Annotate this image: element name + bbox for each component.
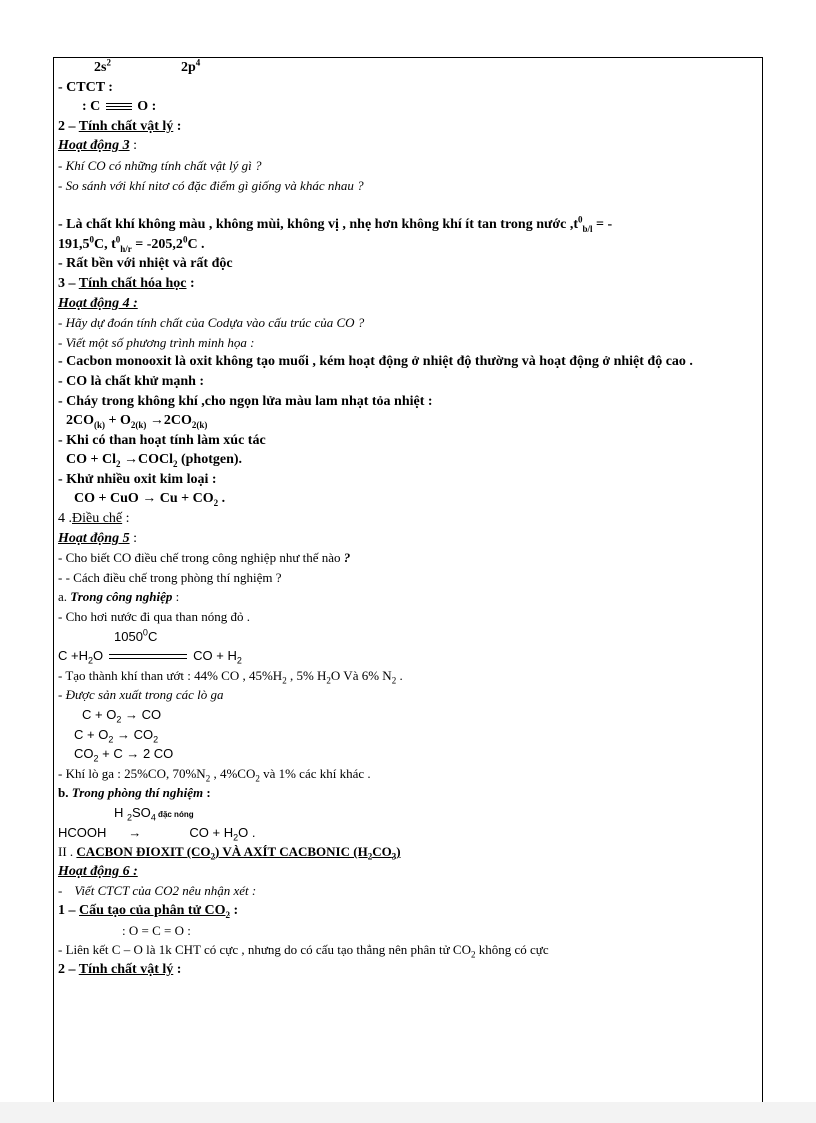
co2-polarity-note: - Liên kết C – O là 1k CHT có cực , nhưng do có cấu tạo thẳng nên phân tử $CO_2$ không có cực <box>58 942 549 960</box>
activity-4-question-1: - Hãy dự đoán tính chất của Codựa vào cấu trúc của CO ? <box>58 315 365 331</box>
page-bottom-band <box>0 1102 816 1123</box>
section-4-title: 4 .Điều chế : <box>58 511 130 527</box>
industrial-equation: $C +H_2O$ CO + $H_2$ <box>58 648 242 666</box>
chemical-property-5: - Khử nhiều oxit kim loại : <box>58 471 217 487</box>
laboratory-equation: HCOOH → CO + $H_2O$ . <box>58 824 256 843</box>
industrial-step-2: - Tạo thành khí than ướt : 44% CO , $45\%H_2$ , 5% $H_2O$ Và 6% $N_2$ . <box>58 667 403 686</box>
equilibrium-arrow <box>109 653 187 661</box>
spacer <box>58 195 758 215</box>
gas-equation-1: $C + O_2$ → CO <box>82 707 162 725</box>
activity-5-title: Hoạt động 5 : <box>58 530 137 546</box>
industrial-step-3: - Được sản xuất trong các lò ga <box>58 687 224 703</box>
triple-bond-symbol <box>106 103 132 111</box>
chemical-property-3: - Cháy trong không khí ,cho ngọn lửa màu lam nhạt tỏa nhiệt : <box>58 393 433 409</box>
document-content <box>54 58 762 979</box>
physical-property-1-cont: 191,5$^0$C, $t^0_{h/r} = -205,2^0C$ . <box>58 234 205 254</box>
activity-4-question-2: - Viết một số phương trình minh họa : <box>58 334 255 350</box>
chemical-property-2: - CO là chất khử mạnh : <box>58 373 205 389</box>
equation-metal-oxide: CO + CuO → $Cu + CO_2$ . <box>74 491 226 509</box>
activity-4-title: Hoạt động 4 : <box>58 295 138 311</box>
activity-5-question-2: - - Cách điều chế trong phòng thí nghiệm ? <box>58 569 282 585</box>
equation-combustion: $2CO_{(k)} + O_{2(k)} \to 2CO_{2(k)}$ <box>66 413 208 430</box>
co2-structural-formula: : O = C = O : <box>122 922 191 938</box>
equation-phosgene: CO + $Cl_2$ →COCl$_2$ (photgen). <box>66 452 243 470</box>
activity-6-question-1: - Viết CTCT của CO2 nêu nhận xét : <box>58 883 257 899</box>
part-2-title: II . CACBON ĐIOXIT $(CO_2)$ VÀ AXÍT CACBONIC $(H_2CO_3)$ <box>58 844 401 862</box>
industrial-condition: 1050$^0$C <box>114 627 158 644</box>
chemical-property-1: - Cacbon monooxit là oxit không tạo muối , kém hoạt động ở nhiệt độ thường và hoạt động ở nhiệt độ cao . <box>58 354 693 370</box>
activity-3-question-2: - So sánh với khí nitơ có đặc điểm gì giống và khác nhau ? <box>58 177 364 193</box>
industrial-title: a. Trong công nghiệp : <box>58 589 180 605</box>
physical-property-1: - Là chất khí không màu , không mùi, không vị , nhẹ hơn không khí ít tan trong nước $,t^0_{b/l}$ = - <box>58 214 613 234</box>
section-3-title: 3 – Tính chất hóa học : <box>58 275 195 291</box>
activity-5-question-1: - Cho biết CO điều chế trong công nghiệp như thế nào ? <box>58 550 351 566</box>
physical-property-2: - Rất bền với nhiệt và rất độc <box>58 256 233 272</box>
laboratory-title: b. Trong phòng thí nghiệm : <box>58 785 211 801</box>
activity-3-title: Hoạt động 3 : <box>58 138 137 154</box>
ctct-label: - CTCT : <box>58 79 113 95</box>
activity-6-title: Hoạt động 6 : <box>58 863 138 879</box>
part-2-section-1-title: 1 – Cấu tạo của phân tử $CO_2$ : <box>58 902 239 920</box>
chemical-property-4: - Khi có than hoạt tính làm xúc tác <box>58 432 266 448</box>
gas-equation-3: $CO_2 + C \to 2$ CO <box>74 746 174 764</box>
electron-configuration: $2s^2$ $2p^4$ <box>94 57 201 75</box>
activity-3-question-1: - Khí CO có những tính chất vật lý gì ? <box>58 157 262 173</box>
section-2-title: 2 – Tính chất vật lý : <box>58 118 182 134</box>
industrial-step-1: - Cho hơi nước đi qua than nóng đỏ . <box>58 609 250 625</box>
co-structural-formula: : C O : <box>82 99 157 115</box>
industrial-step-4: - Khí lò ga : 25%CO, $70\%N_2$ , $4\%CO_2$ và 1% các khí khác . <box>58 765 371 784</box>
laboratory-condition: H $_2SO_4$ đặc nóng <box>114 804 194 823</box>
document-frame <box>53 57 763 1102</box>
gas-equation-2: $C + O_2 \to CO_2$ <box>74 726 159 745</box>
part-2-section-2-title: 2 – Tính chất vật lý : <box>58 961 182 977</box>
